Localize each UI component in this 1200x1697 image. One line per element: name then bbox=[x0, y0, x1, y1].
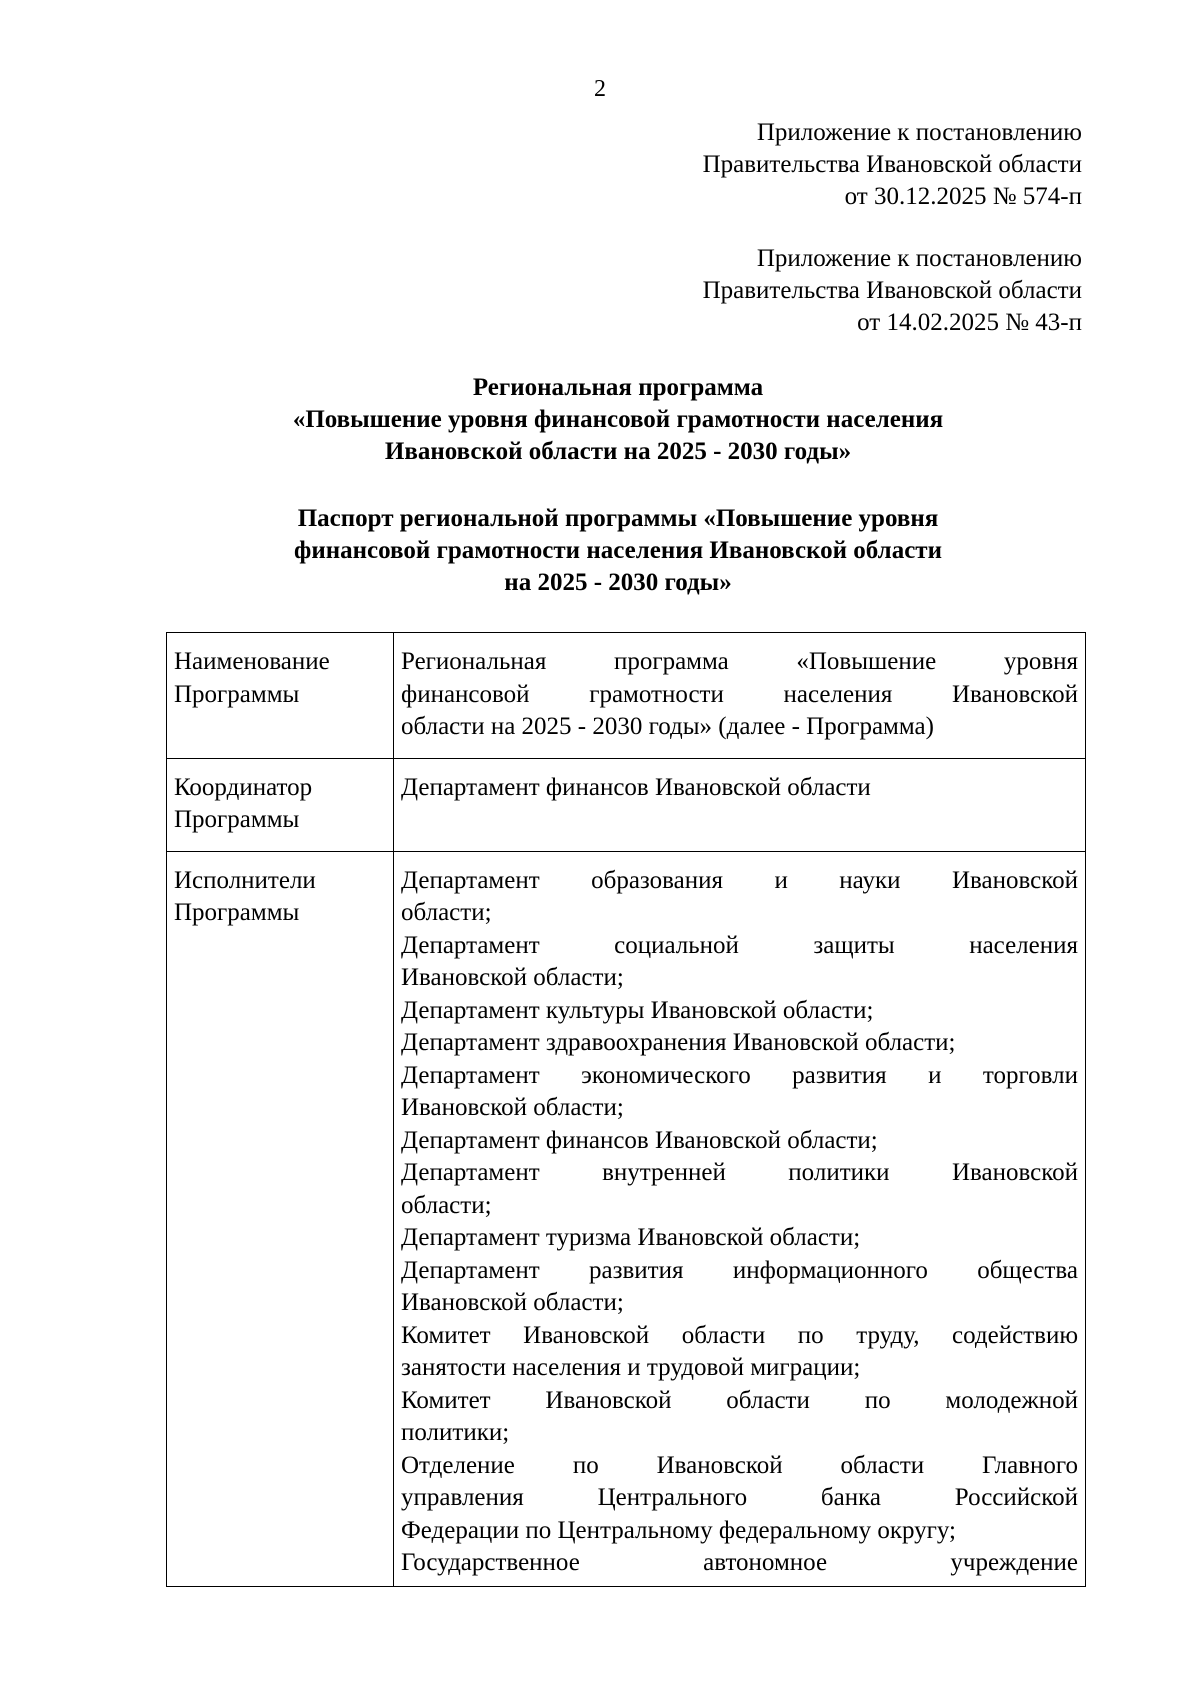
value-line: Государственное автономное учреждение bbox=[401, 1549, 1078, 1576]
appendix-current-line-3: от 30.12.2025 № 574-п bbox=[844, 183, 1082, 210]
value-line bbox=[401, 804, 1078, 837]
passport-table bbox=[166, 632, 1086, 1587]
passport-title-line-2: финансовой грамотности населения Ивановской области bbox=[294, 537, 942, 564]
value-line: Региональная программа «Повышение уровня bbox=[401, 648, 1078, 675]
label-line: Координатор bbox=[174, 773, 313, 801]
value-line: Федерации по Центральному федеральному округу; bbox=[401, 1516, 957, 1544]
value-line: Департамент образования и науки Ивановской bbox=[401, 866, 1078, 894]
passport-title-line-1: Паспорт региональной программы «Повышение уровня bbox=[297, 505, 939, 532]
value-line: области; bbox=[401, 1191, 492, 1219]
passport-table-body bbox=[167, 633, 1086, 1587]
label-line: Программы bbox=[174, 899, 300, 926]
passport-title-line-3: на 2025 - 2030 годы» bbox=[504, 569, 732, 596]
value-line: Ивановской области; bbox=[401, 1094, 624, 1121]
page-number: 2 bbox=[594, 76, 606, 102]
value-line: Отделение по Ивановской области Главного bbox=[401, 1451, 1078, 1479]
value-line: Ивановской области; bbox=[401, 964, 624, 991]
value-line: Департамент развития информационного общества bbox=[401, 1256, 1078, 1284]
value-line: занятости населения и трудовой миграции; bbox=[401, 1354, 861, 1381]
value-line: Департамент социальной защиты населения bbox=[401, 931, 1078, 959]
program-title-line-1: Региональная программа bbox=[472, 374, 764, 401]
appendix-original-reference bbox=[703, 243, 1082, 339]
table-row bbox=[167, 633, 1086, 759]
passport-title bbox=[166, 503, 1070, 599]
table-value-cell bbox=[394, 851, 1086, 1586]
table-label-cell bbox=[167, 851, 394, 1586]
program-title bbox=[166, 372, 1070, 468]
table-row bbox=[167, 758, 1086, 851]
program-title-line-2: «Повышение уровня финансовой грамотности населения bbox=[292, 406, 944, 433]
appendix-current-reference bbox=[703, 117, 1082, 213]
table-label-cell bbox=[167, 633, 394, 759]
value-line: Департамент экономического развития и торговли bbox=[401, 1061, 1078, 1089]
value-line: Ивановской области; bbox=[401, 1289, 624, 1316]
table-label-cell bbox=[167, 758, 394, 851]
table-value-cell bbox=[394, 633, 1086, 759]
value-line: управления Центрального банка Российской bbox=[401, 1484, 1078, 1511]
program-title-line-3: Ивановской области на 2025 - 2030 годы» bbox=[384, 438, 852, 465]
label-line: Программы bbox=[174, 680, 300, 708]
value-line: Департамент финансов Ивановской области bbox=[401, 773, 871, 801]
value-line: Комитет Ивановской области по труду, содействию bbox=[401, 1321, 1078, 1349]
label-line: Исполнители bbox=[174, 866, 316, 894]
value-line: Департамент здравоохранения Ивановской области; bbox=[401, 1029, 956, 1056]
appendix-original-line-3: от 14.02.2025 № 43-п bbox=[857, 309, 1082, 336]
appendix-current-line-1: Приложение к постановлению bbox=[756, 119, 1082, 146]
value-line: Комитет Ивановской области по молодежной bbox=[401, 1386, 1078, 1414]
appendix-original-line-1: Приложение к постановлению bbox=[756, 245, 1082, 272]
value-line: области; bbox=[401, 899, 492, 926]
table-value-cell bbox=[394, 758, 1086, 851]
value-line: Департамент финансов Ивановской области; bbox=[401, 1126, 878, 1154]
value-line: Департамент внутренней политики Ивановской bbox=[401, 1159, 1078, 1186]
appendix-original-line-2: Правительства Ивановской области bbox=[702, 277, 1082, 304]
value-line: Департамент культуры Ивановской области; bbox=[401, 996, 874, 1024]
appendix-current-line-2: Правительства Ивановской области bbox=[702, 151, 1082, 178]
value-line: Департамент туризма Ивановской области; bbox=[401, 1224, 861, 1251]
label-line: Наименование bbox=[174, 648, 330, 675]
value-line: финансовой грамотности населения Ивановской bbox=[401, 680, 1078, 708]
table-row bbox=[167, 851, 1086, 1586]
value-line: области на 2025 - 2030 годы» (далее - Программа) bbox=[401, 713, 934, 740]
value-line: политики; bbox=[401, 1419, 510, 1446]
label-line: Программы bbox=[174, 806, 300, 833]
